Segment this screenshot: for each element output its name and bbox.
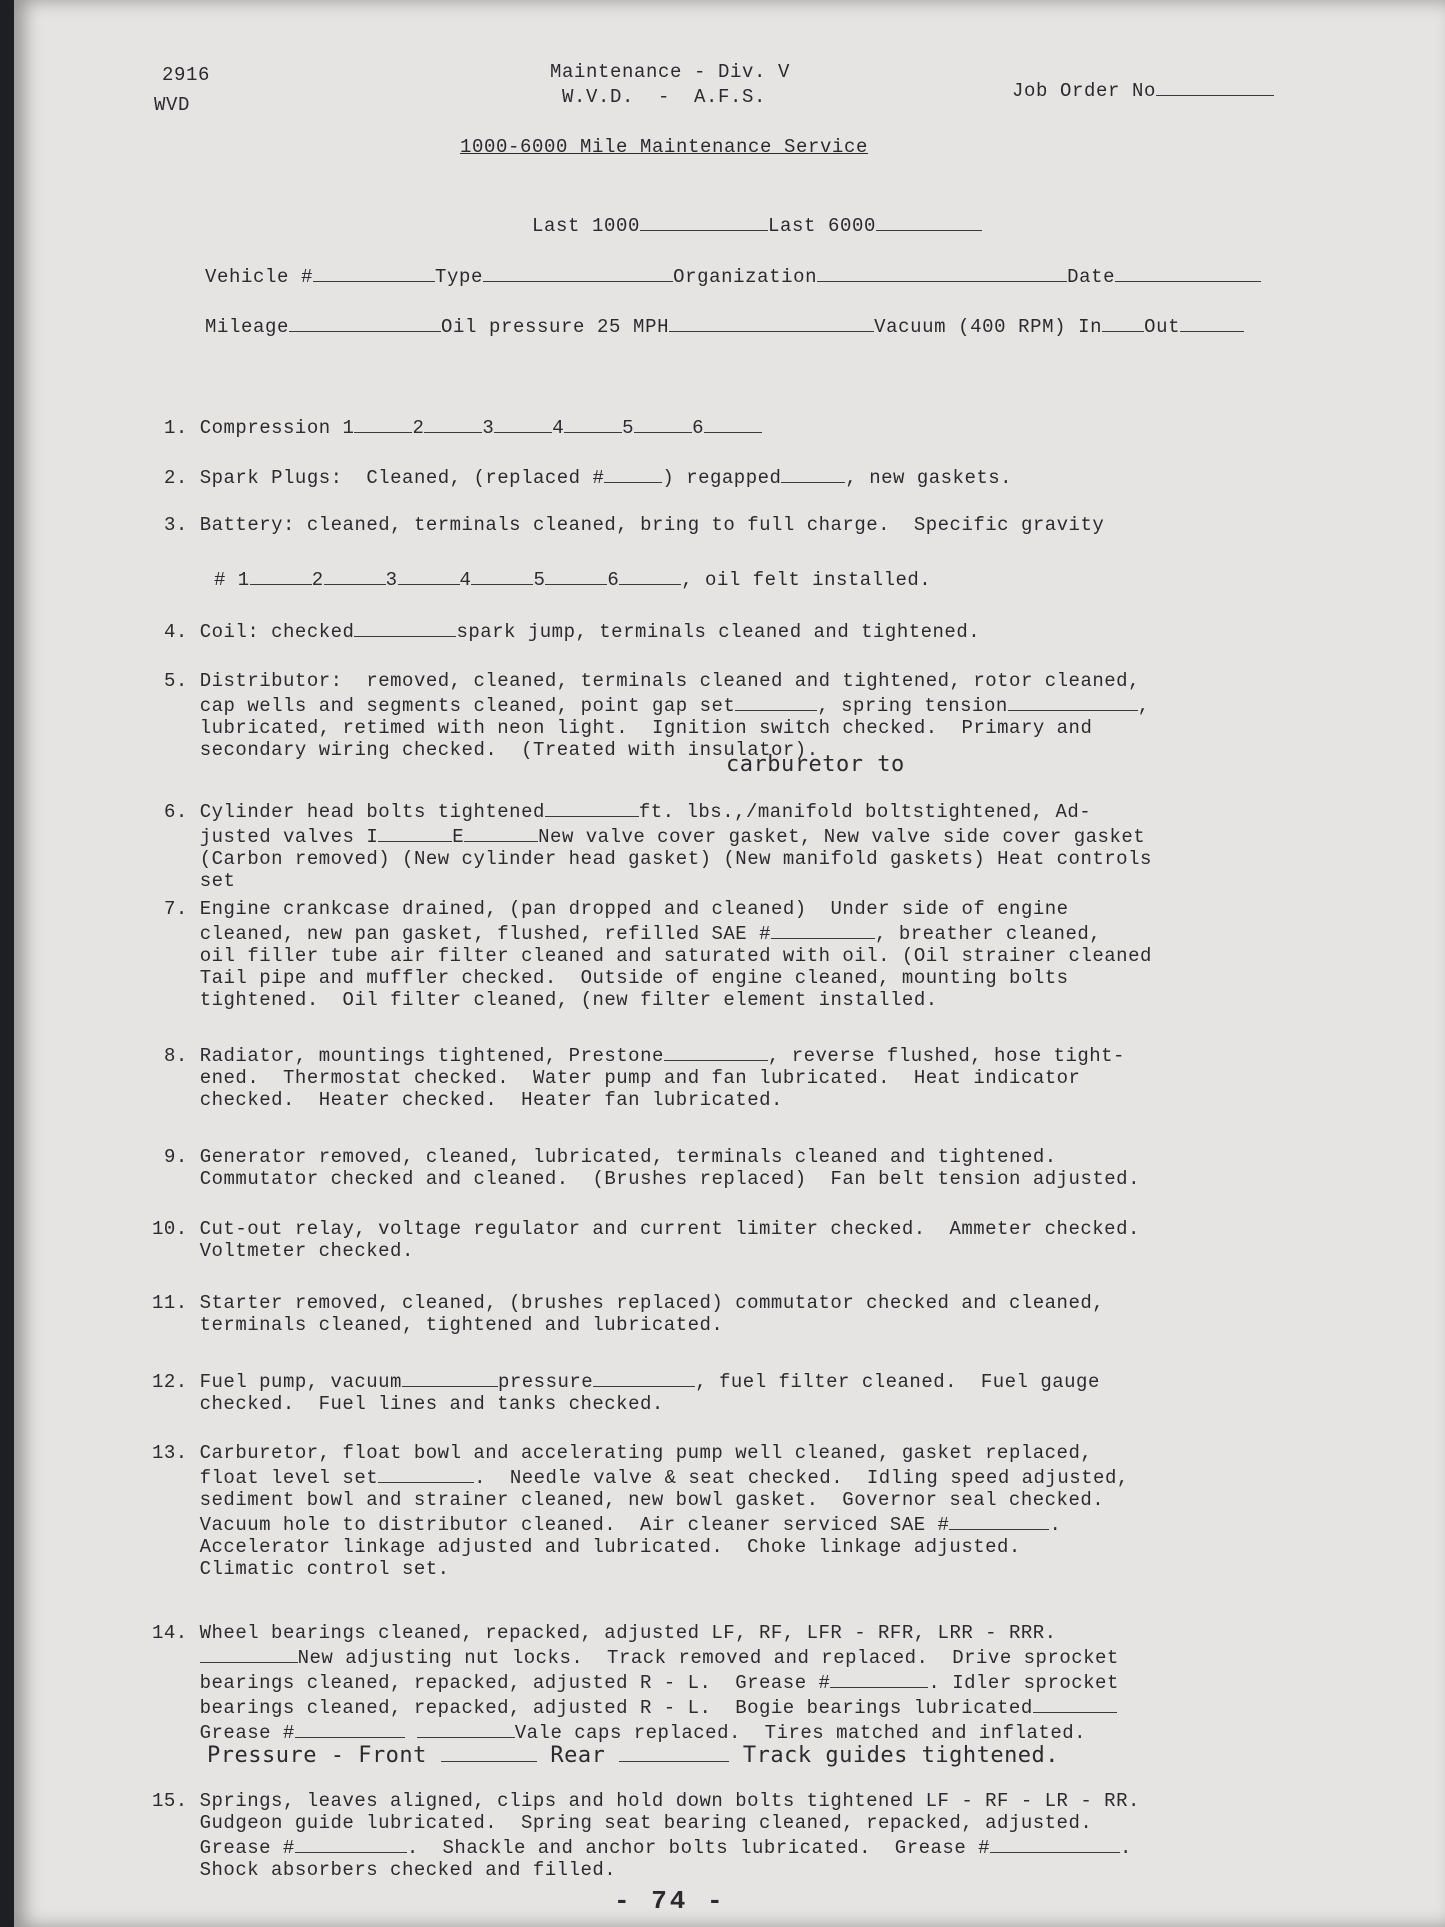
- cell-5-blank[interactable]: [545, 566, 607, 585]
- crankcase-line-3: oil filler tube air filter cleaned and saturated with oil. (Oil strainer cleaned: [199, 945, 1152, 967]
- needle-valve-text: . Needle valve & seat checked. Idling speed adjusted,: [474, 1467, 1129, 1489]
- float-level-blank[interactable]: [378, 1464, 474, 1483]
- compression-2-blank[interactable]: [424, 414, 482, 433]
- pressure-row: [207, 1718, 1059, 1768]
- item-number: 10.: [152, 1218, 188, 1240]
- coil-text: spark jump, terminals cleaned and tightened.: [456, 621, 981, 643]
- date-label: Date: [1067, 266, 1116, 288]
- valves-intake-blank[interactable]: [378, 823, 452, 842]
- last-6000-label: Last 6000: [768, 215, 877, 237]
- valves-exhaust-label: E: [452, 826, 465, 848]
- manifold-text: ft. lbs.,/manifold boltstightened, Ad-: [638, 801, 1092, 823]
- carburetor-line-5: Accelerator linkage adjusted and lubricated. Choke linkage adjusted.: [199, 1536, 1021, 1558]
- head-bolts-text: Cylinder head bolts tightened: [199, 801, 545, 823]
- form-sheet: [14, 0, 1445, 1927]
- vacuum-out-blank[interactable]: [1180, 313, 1244, 332]
- cell-4-label: 4: [459, 569, 472, 591]
- generator-line-1: Generator removed, cleaned, lubricated, terminals cleaned and tightened.: [199, 1146, 1057, 1168]
- spring-tension-blank[interactable]: [1008, 692, 1138, 711]
- division-title: Maintenance - Div. V: [550, 61, 791, 83]
- fuel-pressure-label: pressure: [497, 1371, 594, 1393]
- springs-line-1: Springs, leaves aligned, clips and hold down bolts tightened LF - RF - LR - RR.: [199, 1790, 1140, 1812]
- item-number: 7.: [164, 898, 188, 920]
- cutout-relay-line-1: Cut-out relay, voltage regulator and current limiter checked. Ammeter checked.: [199, 1218, 1140, 1240]
- item-10: [152, 1196, 1140, 1262]
- item-8: [164, 1020, 1125, 1111]
- crankcase-line-4: Tail pipe and muffler checked. Outside of engine cleaned, mounting bolts: [199, 967, 1069, 989]
- item-5: [164, 648, 1150, 761]
- carburetor-line-3: sediment bowl and strainer cleaned, new bowl gasket. Governor seal checked.: [199, 1489, 1105, 1511]
- springs-line-2: Gudgeon guide lubricated. Spring seat bearing cleaned, repacked, adjusted.: [199, 1812, 1093, 1834]
- radiator-line-3: checked. Heater checked. Heater fan lubricated.: [199, 1089, 783, 1111]
- pressure-rear-blank[interactable]: [619, 1743, 729, 1762]
- item-4: [164, 596, 980, 643]
- fuel-filter-text: , fuel filter cleaned. Fuel gauge: [695, 1371, 1100, 1393]
- cell-2-label: 2: [311, 569, 324, 591]
- wheel-bearings-line-1: Wheel bearings cleaned, repacked, adjusted LF, RF, LFR - RFR, LRR - RRR.: [199, 1622, 1057, 1644]
- regapped-label: ) regapped: [662, 467, 782, 489]
- air-cleaner-sae-blank[interactable]: [949, 1511, 1049, 1530]
- compression-5-label: 5: [622, 417, 635, 439]
- carburetor-line-4: Vacuum hole to distributor cleaned. Air cleaner serviced SAE #: [199, 1514, 950, 1536]
- item-number: 15.: [152, 1790, 188, 1812]
- starter-line-1: Starter removed, cleaned, (brushes replaced) commutator checked and cleaned,: [199, 1292, 1105, 1314]
- reverse-flushed-text: , reverse flushed, hose tight-: [767, 1045, 1125, 1067]
- gaskets-line: (Carbon removed) (New cylinder head gasket) (New manifold gaskets) Heat controls: [199, 848, 1152, 870]
- generator-line-2: Commutator checked and cleaned. (Brushes replaced) Fan belt tension adjusted.: [199, 1168, 1140, 1190]
- cutout-relay-line-2: Voltmeter checked.: [199, 1240, 414, 1262]
- breather-text: , breather cleaned,: [875, 923, 1102, 945]
- wheel-bearings-line-4: bearings cleaned, repacked, adjusted R - L. Bogie bearings lubricated: [199, 1697, 1033, 1719]
- page-number: - 74 -: [614, 1886, 726, 1916]
- cell-6-blank[interactable]: [619, 566, 681, 585]
- drive-grease-blank[interactable]: [830, 1669, 928, 1688]
- comma: ,: [1137, 695, 1150, 717]
- item-7: [164, 876, 1152, 1011]
- distributor-line-4: secondary wiring checked. (Treated with insulator).: [199, 739, 819, 761]
- springs-grease-blank[interactable]: [295, 1834, 407, 1853]
- battery-text: Battery: cleaned, terminals cleaned, bring to full charge. Specific gravity: [199, 514, 1105, 536]
- type-label: Type: [435, 266, 484, 288]
- job-order-blank[interactable]: [1156, 77, 1274, 96]
- crankcase-line-1: Engine crankcase drained, (pan dropped and cleaned) Under side of engine: [199, 898, 1069, 920]
- point-gap-blank[interactable]: [735, 692, 817, 711]
- item-1: [164, 392, 762, 439]
- item-number: 8.: [164, 1045, 188, 1067]
- oil-pressure-label: Oil pressure 25 MPH: [441, 316, 670, 338]
- spark-plugs-text: Spark Plugs: Cleaned, (replaced #: [199, 467, 605, 489]
- wheel-bearings-line-5: Vale caps replaced. Tires matched and inflated.: [514, 1722, 1087, 1744]
- track-guides-text: Track guides tightened.: [742, 1743, 1060, 1768]
- nut-locks-blank[interactable]: [200, 1644, 298, 1663]
- cell-1-label: # 1: [214, 569, 250, 591]
- valves-intake-label: justed valves I: [199, 826, 379, 848]
- carburetor-insert: carburetor to: [726, 752, 905, 777]
- mileage-row: [157, 290, 1244, 362]
- last-1000-blank[interactable]: [640, 212, 768, 231]
- distributor-line-1: Distributor: removed, cleaned, terminals cleaned and tightened, rotor cleaned,: [199, 670, 1140, 692]
- carburetor-line-1: Carburetor, float bowl and accelerating pump well cleaned, gasket replaced,: [199, 1442, 1093, 1464]
- item-9: [164, 1124, 1140, 1190]
- period: .: [1120, 1837, 1132, 1859]
- mileage-label: Mileage: [205, 316, 290, 338]
- distributor-line-2: cap wells and segments cleaned, point gap set: [199, 695, 736, 717]
- regapped-blank[interactable]: [781, 464, 845, 483]
- date-blank[interactable]: [1115, 263, 1261, 282]
- division-subtitle: W.V.D. - A.F.S.: [562, 86, 767, 108]
- radiator-line-2: ened. Thermostat checked. Water pump and fan lubricated. Heat indicator: [199, 1067, 1081, 1089]
- form-title: 1000-6000 Mile Maintenance Service: [460, 136, 869, 158]
- compression-4-label: 4: [552, 417, 565, 439]
- period: .: [1049, 1514, 1062, 1536]
- compression-3-blank[interactable]: [494, 414, 552, 433]
- crankcase-line-5: tightened. Oil filter cleaned, (new filter element installed.: [199, 989, 938, 1011]
- plugs-replaced-blank[interactable]: [604, 464, 662, 483]
- item-number: 13.: [152, 1442, 188, 1464]
- fuel-line-2: checked. Fuel lines and tanks checked.: [199, 1393, 664, 1415]
- prestone-blank[interactable]: [664, 1042, 768, 1061]
- cell-3-label: 3: [385, 569, 398, 591]
- job-order-field[interactable]: [964, 54, 1274, 126]
- wheel-bearings-line-3: bearings cleaned, repacked, adjusted R - L. Grease #: [199, 1672, 831, 1694]
- item-15: [152, 1768, 1140, 1881]
- organization-label: Organization: [673, 266, 818, 288]
- cell-2-blank[interactable]: [324, 566, 386, 585]
- vehicle-label: Vehicle #: [205, 266, 314, 288]
- spring-tension-label: , spring tension: [817, 695, 1008, 717]
- wheel-bearings-line-2: New adjusting nut locks. Track removed and replaced. Drive sprocket: [297, 1647, 1119, 1669]
- compression-4-blank[interactable]: [564, 414, 622, 433]
- item-number: 1.: [164, 417, 188, 439]
- compression-1-blank[interactable]: [354, 414, 412, 433]
- fuel-vacuum-blank[interactable]: [402, 1368, 498, 1387]
- item-3-cells: [214, 544, 931, 591]
- starter-line-2: terminals cleaned, tightened and lubricated.: [199, 1314, 724, 1336]
- cell-5-label: 5: [533, 569, 546, 591]
- springs-line-4: Shock absorbers checked and filled.: [199, 1859, 617, 1881]
- oil-pressure-blank[interactable]: [669, 313, 874, 332]
- shackle-grease-blank[interactable]: [990, 1834, 1120, 1853]
- grease-label: Grease #: [199, 1722, 295, 1744]
- cell-3-blank[interactable]: [398, 566, 460, 585]
- springs-grease-label: Grease #: [199, 1837, 295, 1859]
- idler-sprocket-text: . Idler sprocket: [928, 1672, 1119, 1694]
- radiator-line-1: Radiator, mountings tightened, Prestone: [199, 1045, 664, 1067]
- fuel-pump-vacuum-label: Fuel pump, vacuum: [199, 1371, 402, 1393]
- item-number: 6.: [164, 801, 188, 823]
- type-blank[interactable]: [483, 263, 673, 282]
- cell-1-blank[interactable]: [250, 566, 312, 585]
- bogie-blank[interactable]: [1033, 1694, 1117, 1713]
- carburetor-line-6: Climatic control set.: [199, 1558, 450, 1580]
- fuel-pressure-blank[interactable]: [593, 1368, 695, 1387]
- form-code: 2916: [162, 64, 211, 86]
- vacuum-label: Vacuum (400 RPM) In: [874, 316, 1103, 338]
- item-6: [164, 776, 1152, 892]
- vehicle-blank[interactable]: [313, 263, 435, 282]
- item-number: 9.: [164, 1146, 188, 1168]
- item-number: 2.: [164, 467, 188, 489]
- distributor-line-3: lubricated, retimed with neon light. Ignition switch checked. Primary and: [199, 717, 1093, 739]
- pressure-front-label: Pressure - Front: [207, 1743, 427, 1768]
- item-number: 12.: [152, 1371, 188, 1393]
- org-abbr: WVD: [154, 94, 191, 116]
- last-6000-blank[interactable]: [876, 212, 982, 231]
- cell-4-blank[interactable]: [471, 566, 533, 585]
- compression-label: Compression 1: [199, 417, 355, 439]
- item-12: [152, 1346, 1100, 1415]
- compression-3-label: 3: [482, 417, 495, 439]
- mileage-blank[interactable]: [289, 313, 441, 332]
- job-order-label: Job Order No: [1012, 80, 1157, 102]
- organization-blank[interactable]: [817, 263, 1067, 282]
- sae-oil-blank[interactable]: [771, 920, 875, 939]
- compression-5-blank[interactable]: [634, 414, 692, 433]
- vacuum-in-blank[interactable]: [1102, 313, 1144, 332]
- item-11: [152, 1270, 1104, 1336]
- item-2: [164, 442, 1012, 489]
- item-number: 5.: [164, 670, 188, 692]
- last-1000-label: Last 1000: [532, 215, 641, 237]
- compression-6-label: 6: [692, 417, 704, 439]
- crankcase-line-2: cleaned, new pan gasket, flushed, refilled SAE #: [199, 923, 772, 945]
- float-level-label: float level set: [199, 1467, 379, 1489]
- cell-6-label: 6: [607, 569, 620, 591]
- valve-cover-text: New valve cover gasket, New valve side cover gasket: [538, 826, 1146, 848]
- pressure-front-blank[interactable]: [441, 1743, 537, 1762]
- oil-felt-text: , oil felt installed.: [681, 569, 932, 591]
- item-number: 14.: [152, 1622, 188, 1644]
- gaskets-text: , new gaskets.: [845, 467, 1013, 489]
- item-number: 3.: [164, 514, 188, 536]
- item-13: [152, 1420, 1129, 1580]
- item-3: [164, 492, 1104, 536]
- compression-2-label: 2: [412, 417, 425, 439]
- head-bolts-blank[interactable]: [545, 798, 639, 817]
- item-number: 4.: [164, 621, 188, 643]
- vacuum-out-label: Out: [1144, 316, 1181, 338]
- shackle-text: . Shackle and anchor bolts lubricated. Grease #: [406, 1837, 991, 1859]
- coil-label: Coil: checked: [199, 621, 355, 643]
- compression-6-blank[interactable]: [704, 414, 762, 433]
- coil-blank[interactable]: [354, 618, 456, 637]
- pressure-rear-label: Rear: [550, 1743, 606, 1768]
- valves-exhaust-blank[interactable]: [464, 823, 538, 842]
- item-number: 11.: [152, 1292, 188, 1314]
- heat-controls-set: set: [199, 870, 236, 892]
